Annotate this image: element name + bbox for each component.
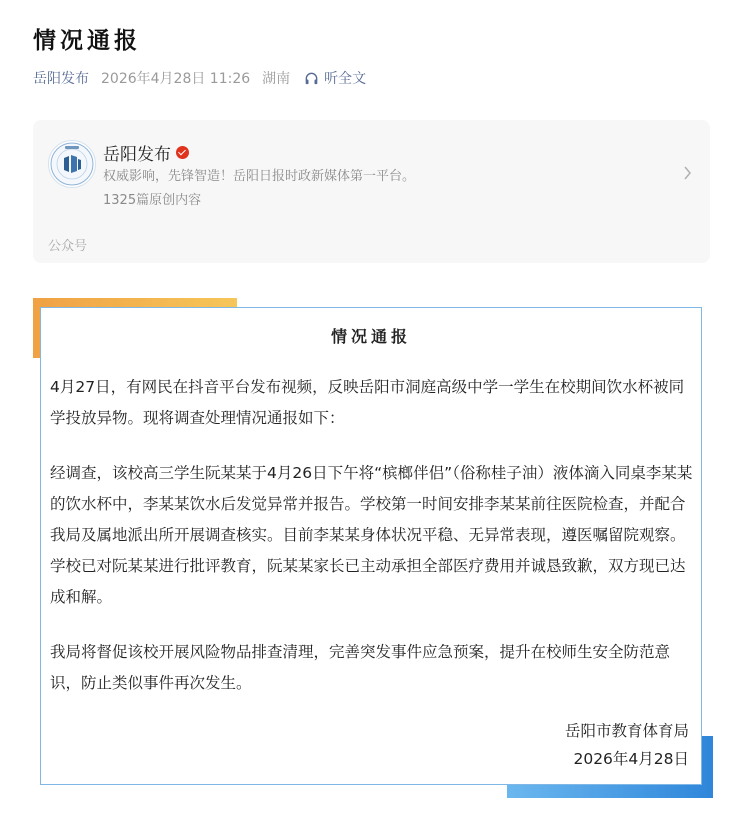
article-meta <box>33 68 366 88</box>
notice-paragraph: 4月27日，有网民在抖音平台发布视频，反映岳阳市洞庭高级中学一学生在校期间饮水杯被同学投放异物。现将调查处理情况通报如下： <box>50 378 685 427</box>
publish-location: 湖南 <box>262 71 291 87</box>
account-avatar <box>48 140 96 188</box>
account-type-label: 公众号 <box>48 239 88 254</box>
account-description: 权威影响，先锋智造！岳阳日报时政新媒体第一平台。 <box>103 169 416 184</box>
account-avatar-logo <box>49 141 95 187</box>
chevron-right-icon <box>683 166 692 180</box>
notice-paragraph: 我局将督促该校开展风险物品排查清理，完善突发事件应急预案，提升在校师生安全防范意识，防止类似事件再次发生。 <box>50 643 671 692</box>
listen-label: 听全文 <box>324 71 367 87</box>
notice-box <box>40 307 702 785</box>
notice-body <box>50 372 694 723</box>
listen-button[interactable] <box>304 68 366 88</box>
notice-paragraph: 经调查，该校高三学生阮某某于4月26日下午将“槟榔伴侣”（俗称桂子油）液体滴入同桌李某某的饮水杯中，李某某饮水后发觉异常并报告。学校第一时间安排李某某前往医院检查，并配合我局及属地派出所开展调查核实。目前李某某身体状况平稳、无异常表现，遵医嘱留院观察。学校已对阮某某进行批评教育，阮某某家长已主动承担全部医疗费用并诚恳致歉，双方现已达成和解。 <box>50 464 693 606</box>
headphones-icon <box>304 71 319 86</box>
signature-org: 岳阳市教育体育局 <box>564 722 689 740</box>
source-link[interactable]: 岳阳发布 <box>33 71 89 87</box>
notice-signature <box>565 717 689 773</box>
signature-date: 2026年4月28日 <box>573 750 689 768</box>
publish-time: 2026年4月28日 11:26 <box>101 71 251 87</box>
original-content-count: 1325篇原创内容 <box>103 193 202 208</box>
account-name-text: 岳阳发布 <box>103 145 171 165</box>
article-title: 情况通报 <box>33 28 141 54</box>
account-name[interactable] <box>103 140 189 165</box>
verified-badge-icon <box>176 146 189 159</box>
account-card[interactable] <box>33 120 710 263</box>
notice-frame <box>33 298 713 798</box>
notice-title: 情况通报 <box>330 327 411 346</box>
